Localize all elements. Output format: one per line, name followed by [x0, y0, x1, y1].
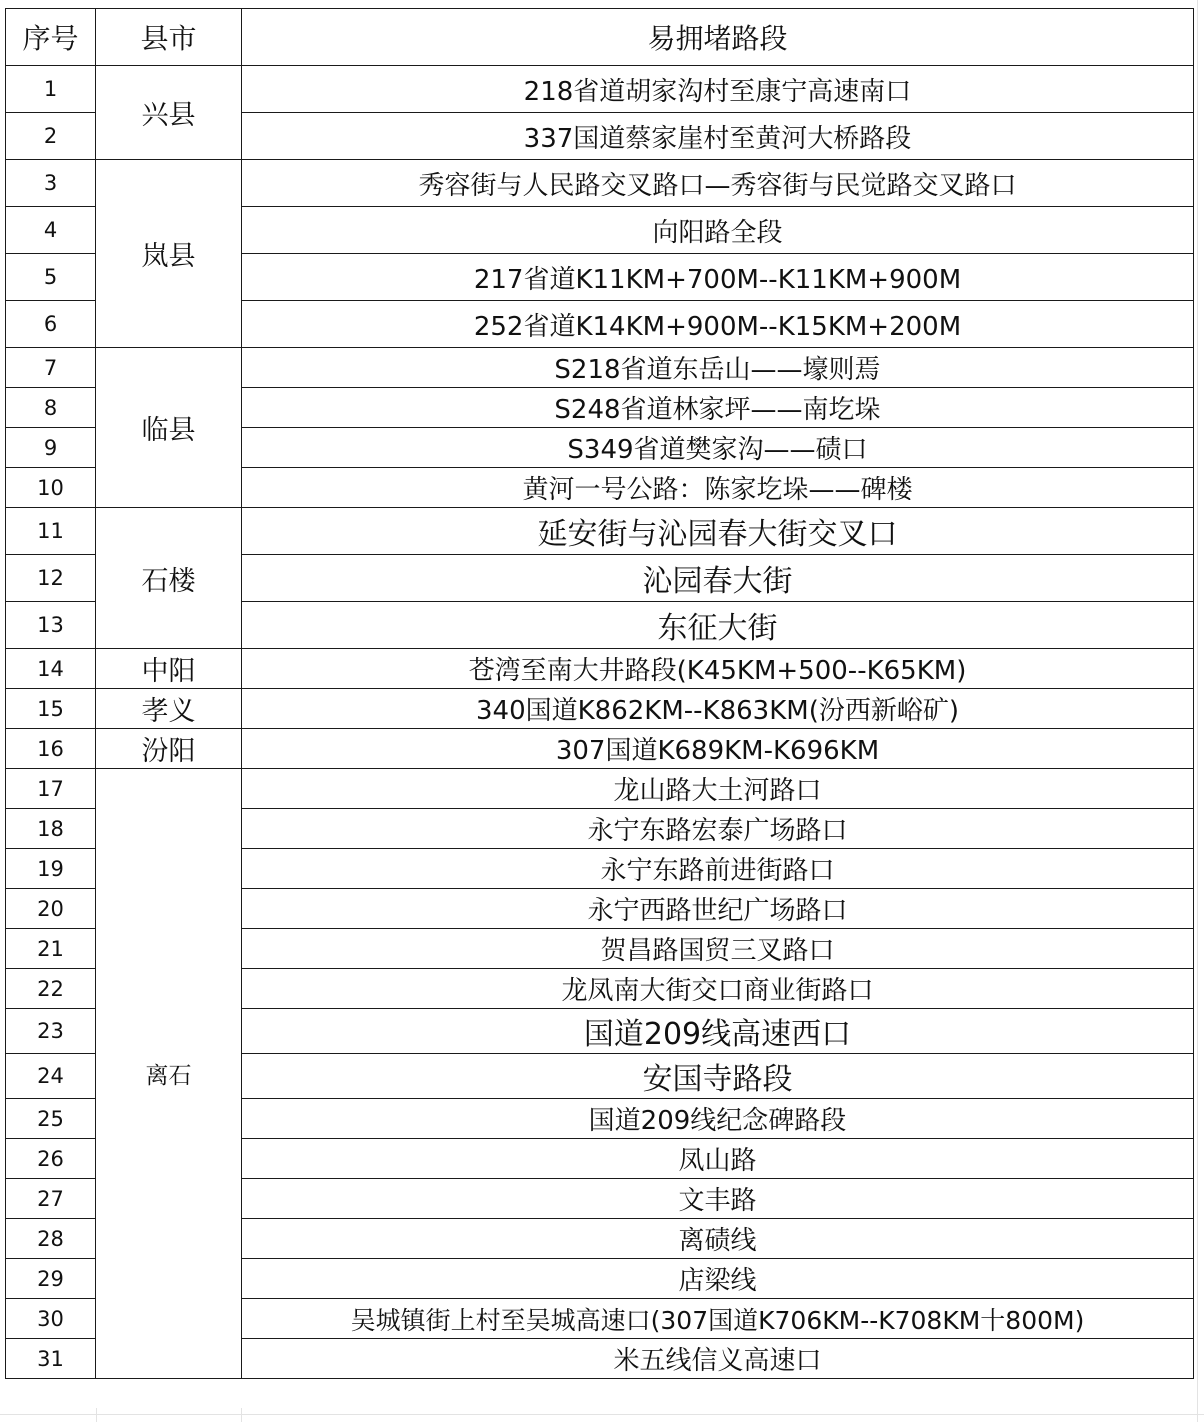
- road-cell: S349省道樊家沟——碛口: [242, 428, 1194, 468]
- county-cell: 岚县: [96, 160, 242, 348]
- road-cell: S218省道东岳山——壕则焉: [242, 348, 1194, 388]
- road-cell: 吴城镇街上村至吴城高速口(307国道K706KM--K708KM十800M): [242, 1299, 1194, 1339]
- seq-cell: 23: [6, 1009, 96, 1054]
- seq-cell: 8: [6, 388, 96, 428]
- county-cell: 兴县: [96, 66, 242, 160]
- table-row: [6, 769, 1194, 809]
- seq-cell: 21: [6, 929, 96, 969]
- road-cell: 秀容街与人民路交叉路口—秀容街与民觉路交叉路口: [242, 160, 1194, 207]
- seq-cell: 17: [6, 769, 96, 809]
- road-cell: 安国寺路段: [242, 1054, 1194, 1099]
- road-cell: 店梁线: [242, 1259, 1194, 1299]
- seq-cell: 25: [6, 1099, 96, 1139]
- congestion-road-table: [5, 8, 1194, 1379]
- header-road: 易拥堵路段: [242, 9, 1194, 66]
- seq-cell: 26: [6, 1139, 96, 1179]
- sheet-gridline-col1: [96, 1408, 97, 1422]
- seq-cell: 10: [6, 468, 96, 508]
- road-cell: 307国道K689KM-K696KM: [242, 729, 1194, 769]
- road-cell: 337国道蔡家崖村至黄河大桥路段: [242, 113, 1194, 160]
- table-row: [6, 160, 1194, 207]
- road-cell: 苍湾至南大井路段(K45KM+500--K65KM): [242, 649, 1194, 689]
- road-cell: 延安街与沁园春大街交叉口: [242, 508, 1194, 555]
- table-row: [6, 689, 1194, 729]
- seq-cell: 4: [6, 207, 96, 254]
- road-cell: 国道209线纪念碑路段: [242, 1099, 1194, 1139]
- table-row: [6, 649, 1194, 689]
- road-cell: 龙凤南大街交口商业街路口: [242, 969, 1194, 1009]
- sheet-gridline-bottom: [0, 1414, 1204, 1415]
- seq-cell: 14: [6, 649, 96, 689]
- table-row: [6, 66, 1194, 113]
- header-seq: 序号: [6, 9, 96, 66]
- sheet-gridline-col2: [241, 1408, 242, 1422]
- seq-cell: 2: [6, 113, 96, 160]
- table-row: [6, 348, 1194, 388]
- header-county: 县市: [96, 9, 242, 66]
- road-cell: 永宁西路世纪广场路口: [242, 889, 1194, 929]
- seq-cell: 19: [6, 849, 96, 889]
- table-row: [6, 729, 1194, 769]
- seq-cell: 24: [6, 1054, 96, 1099]
- road-cell: 国道209线高速西口: [242, 1009, 1194, 1054]
- seq-cell: 5: [6, 254, 96, 301]
- sheet-gridline-right: [1197, 0, 1198, 1422]
- road-cell: S248省道林家坪——南圪垛: [242, 388, 1194, 428]
- road-cell: 217省道K11KM+700M--K11KM+900M: [242, 254, 1194, 301]
- seq-cell: 29: [6, 1259, 96, 1299]
- seq-cell: 30: [6, 1299, 96, 1339]
- road-cell: 离碛线: [242, 1219, 1194, 1259]
- seq-cell: 20: [6, 889, 96, 929]
- road-cell: 252省道K14KM+900M--K15KM+200M: [242, 301, 1194, 348]
- road-cell: 永宁东路前进街路口: [242, 849, 1194, 889]
- road-cell: 米五线信义高速口: [242, 1339, 1194, 1379]
- seq-cell: 31: [6, 1339, 96, 1379]
- road-cell: 文丰路: [242, 1179, 1194, 1219]
- road-cell: 340国道K862KM--K863KM(汾西新峪矿): [242, 689, 1194, 729]
- county-cell: 孝义: [96, 689, 242, 729]
- seq-cell: 1: [6, 66, 96, 113]
- county-cell: 临县: [96, 348, 242, 508]
- road-cell: 东征大街: [242, 602, 1194, 649]
- road-cell: 永宁东路宏泰广场路口: [242, 809, 1194, 849]
- road-cell: 凤山路: [242, 1139, 1194, 1179]
- table-row: [6, 508, 1194, 555]
- header-row: [6, 9, 1194, 66]
- county-cell: 中阳: [96, 649, 242, 689]
- road-cell: 贺昌路国贸三叉路口: [242, 929, 1194, 969]
- seq-cell: 3: [6, 160, 96, 207]
- seq-cell: 27: [6, 1179, 96, 1219]
- county-cell: 石楼: [96, 508, 242, 649]
- seq-cell: 22: [6, 969, 96, 1009]
- road-cell: 218省道胡家沟村至康宁高速南口: [242, 66, 1194, 113]
- county-cell: 汾阳: [96, 729, 242, 769]
- seq-cell: 7: [6, 348, 96, 388]
- road-cell: 向阳路全段: [242, 207, 1194, 254]
- seq-cell: 18: [6, 809, 96, 849]
- seq-cell: 16: [6, 729, 96, 769]
- seq-cell: 13: [6, 602, 96, 649]
- seq-cell: 9: [6, 428, 96, 468]
- seq-cell: 15: [6, 689, 96, 729]
- seq-cell: 6: [6, 301, 96, 348]
- road-cell: 黄河一号公路：陈家圪垛——碑楼: [242, 468, 1194, 508]
- road-cell: 龙山路大土河路口: [242, 769, 1194, 809]
- seq-cell: 12: [6, 555, 96, 602]
- county-cell: 离石: [96, 769, 242, 1379]
- road-cell: 沁园春大街: [242, 555, 1194, 602]
- seq-cell: 28: [6, 1219, 96, 1259]
- seq-cell: 11: [6, 508, 96, 555]
